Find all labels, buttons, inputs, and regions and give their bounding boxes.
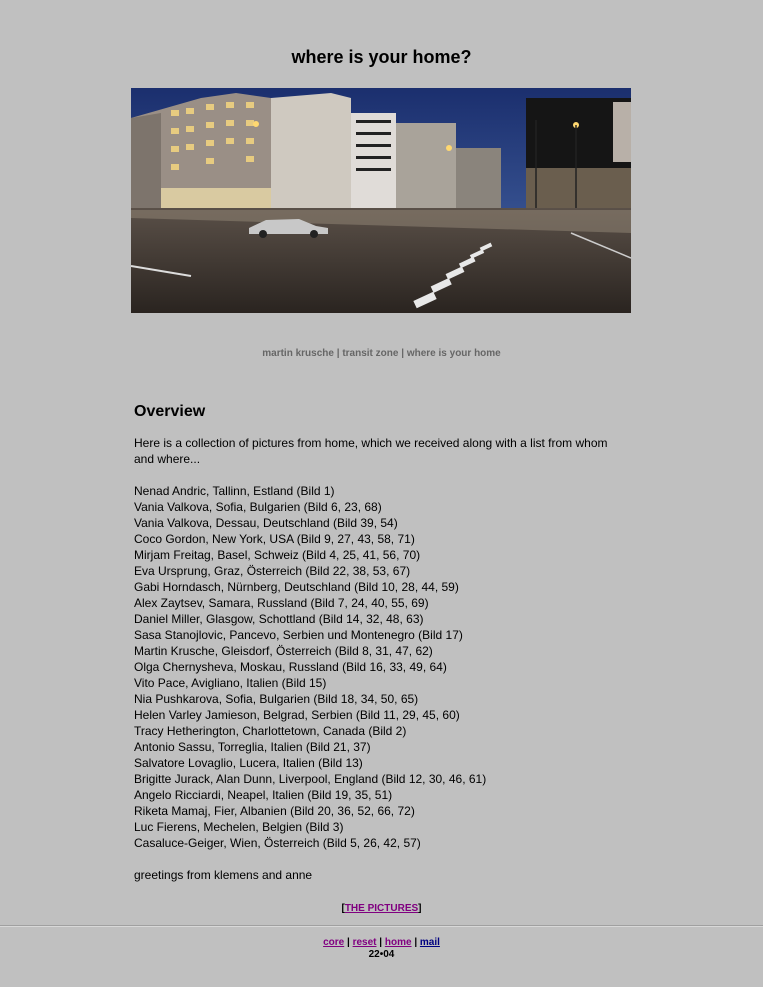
list-item: Alex Zaytsev, Samara, Russland (Bild 7, 24, 40, 55, 69)	[134, 596, 429, 610]
list-item: Nenad Andric, Tallinn, Estland (Bild 1)	[134, 484, 335, 498]
credit-section: transit zone	[342, 348, 399, 359]
footer-separator: |	[379, 937, 383, 948]
contributor-list	[134, 483, 624, 851]
city-street-photo	[131, 88, 631, 313]
list-item: Casaluce-Geiger, Wien, Österreich (Bild 5, 26, 42, 57)	[134, 836, 421, 850]
credit-page: where is your home	[406, 348, 501, 359]
list-item: Angelo Ricciardi, Neapel, Italien (Bild 19, 35, 51)	[134, 788, 393, 802]
list-item: Gabi Horndasch, Nürnberg, Deutschland (Bild 10, 28, 44, 59)	[134, 580, 459, 594]
credit-separator: |	[401, 348, 405, 359]
mail-link[interactable]: mail	[419, 937, 440, 948]
close-bracket: ]	[418, 903, 422, 914]
core-link[interactable]: core	[323, 937, 345, 948]
credit-author: martin krusche	[262, 348, 334, 359]
list-item: Riketa Mamaj, Fier, Albanien (Bild 20, 36, 52, 66, 72)	[134, 804, 415, 818]
list-item: Daniel Miller, Glasgow, Schottland (Bild 14, 32, 48, 63)	[134, 612, 424, 626]
list-item: Helen Varley Jamieson, Belgrad, Serbien (Bild 11, 29, 45, 60)	[134, 708, 460, 722]
footer-date: 22•04	[368, 949, 395, 960]
list-item: Eva Ursprung, Graz, Österreich (Bild 22, 38, 53, 67)	[134, 564, 411, 578]
list-item: Luc Fierens, Mechelen, Belgien (Bild 3)	[134, 820, 344, 834]
list-item: Salvatore Lovaglio, Lucera, Italien (Bild 13)	[134, 756, 363, 770]
footer-nav	[0, 937, 763, 949]
site-credit-line	[0, 348, 763, 359]
list-item: Martin Krusche, Gleisdorf, Österreich (Bild 8, 31, 47, 62)	[134, 644, 433, 658]
list-item: Tracy Hetherington, Charlottetown, Canada (Bild 2)	[134, 724, 407, 738]
pictures-link-container	[0, 903, 763, 914]
night-street-illustration	[131, 88, 631, 313]
list-item: Olga Chernysheva, Moskau, Russland (Bild 16, 33, 49, 64)	[134, 660, 447, 674]
list-item: Sasa Stanojlovic, Pancevo, Serbien und Montenegro (Bild 17)	[134, 628, 463, 642]
list-item: Vania Valkova, Dessau, Deutschland (Bild 39, 54)	[134, 516, 398, 530]
the-pictures-link[interactable]: THE PICTURES	[344, 903, 419, 914]
home-link[interactable]: home	[384, 937, 412, 948]
overview-heading: Overview	[134, 403, 206, 420]
list-item: Brigitte Jurack, Alan Dunn, Liverpool, England (Bild 12, 30, 46, 61)	[134, 772, 487, 786]
list-item: Mirjam Freitag, Basel, Schweiz (Bild 4, 25, 41, 56, 70)	[134, 548, 421, 562]
footer-divider	[0, 925, 763, 927]
overview-section	[134, 402, 624, 883]
closing-greeting: greetings from klemens and anne	[134, 868, 313, 882]
list-item: Vania Valkova, Sofia, Bulgarien (Bild 6, 23, 68)	[134, 500, 382, 514]
list-item: Vito Pace, Avigliano, Italien (Bild 15)	[134, 676, 327, 690]
overview-intro: Here is a collection of pictures from home, which we received along with a list from whom and where...	[134, 436, 608, 466]
credit-separator: |	[336, 348, 340, 359]
list-item: Antonio Sassu, Torreglia, Italien (Bild 21, 37)	[134, 740, 371, 754]
open-bracket: [	[341, 903, 345, 914]
footer-separator: |	[414, 937, 418, 948]
reset-link[interactable]: reset	[352, 937, 377, 948]
page-title: where is your home?	[291, 47, 472, 67]
footer-separator: |	[346, 937, 350, 948]
list-item: Nia Pushkarova, Sofia, Bulgarien (Bild 18, 34, 50, 65)	[134, 692, 419, 706]
list-item: Coco Gordon, New York, USA (Bild 9, 27, 43, 58, 71)	[134, 532, 415, 546]
